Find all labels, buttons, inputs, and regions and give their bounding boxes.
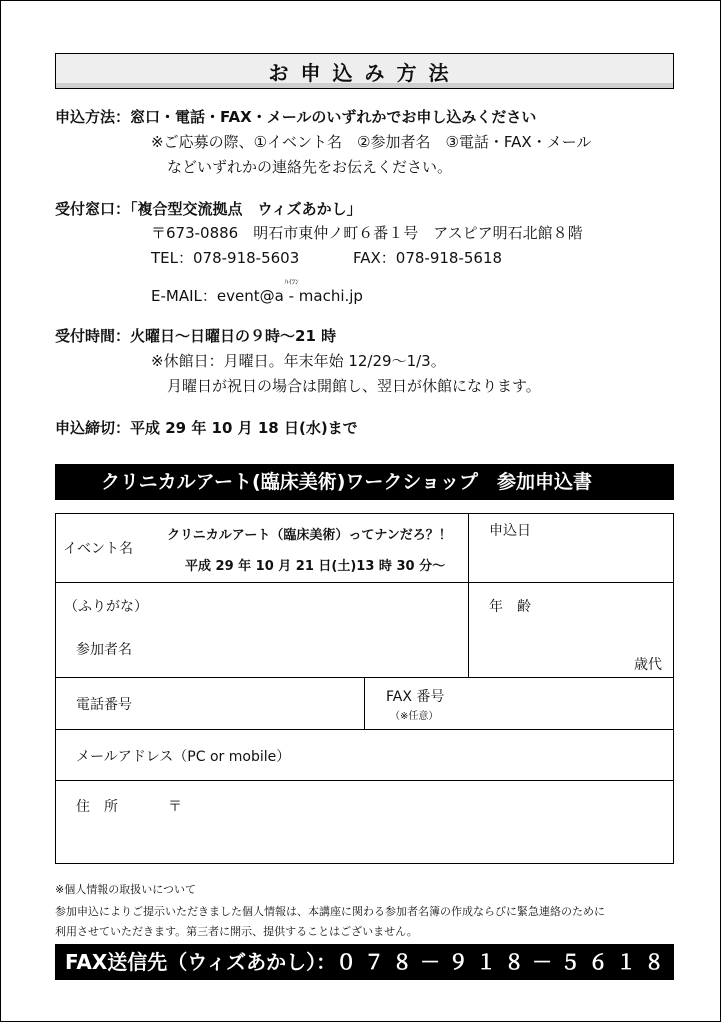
age-unit: 歳代	[634, 657, 662, 673]
privacy-line1: 参加申込によりご提示いただきました個人情報は、本講座に関わる参加者名簿の作成ならびに緊急連絡のために	[55, 905, 605, 918]
application-form	[55, 513, 674, 864]
hours-note2: 月曜日が祝日の場合は開館し、翌日が休館になります。	[167, 377, 541, 395]
postal-mark: 〒	[168, 799, 182, 815]
phone-field[interactable]	[166, 678, 362, 728]
fax-destination-label: FAX送信先（ウィズあかし）：	[65, 950, 337, 974]
counter-address: 〒673-0886 明石市東仲ノ町６番１号 アスピア明石北館８階	[151, 224, 583, 242]
apply-method-note2: などいずれかの連絡先をお伝えください。	[167, 158, 453, 176]
apply-method-label: 申込方法：	[55, 108, 131, 126]
email-field[interactable]	[296, 730, 672, 779]
fax-label: FAX 番号	[386, 689, 445, 705]
event-name: クリニカルアート（臨床美術）ってナンだろ？！	[167, 528, 452, 543]
phone-label: 電話番号	[76, 697, 132, 713]
fax-optional: （※任意）	[390, 711, 439, 722]
privacy-line2: 利用させていただきます。第三者に開示、提供することはございません。	[55, 925, 418, 938]
participant-name-label: 参加者名	[76, 642, 132, 658]
apply-date-label: 申込日	[489, 523, 531, 539]
age-label: 年 齢	[489, 599, 531, 615]
counter-label: 受付窓口：	[55, 200, 131, 218]
email-prefix: E-MAIL：event@a	[151, 287, 284, 305]
hours-value: 火曜日～日曜日の９時～21 時	[130, 327, 337, 345]
email-hyphen: -	[288, 287, 294, 305]
apply-date-field[interactable]	[469, 514, 673, 581]
furigana-label: （ふりがな）	[64, 599, 148, 615]
hours-row	[55, 326, 336, 346]
event-label: イベント名	[63, 541, 133, 557]
fax-field[interactable]	[476, 678, 672, 728]
hours-note1: ※休館日：月曜日。年末年始 12/29～1/3。	[151, 352, 446, 370]
deadline-row	[55, 418, 358, 438]
counter-value: 「複合型交流拠点 ウィズあかし」	[130, 200, 362, 218]
fax-destination-number: ０７８－９１８－５６１８	[336, 950, 673, 974]
apply-method-value: 窓口・電話・FAX・メールのいずれかでお申し込みください	[130, 108, 537, 126]
address-label: 住 所	[76, 799, 118, 815]
counter-fax: FAX：078-918-5618	[353, 249, 503, 267]
participant-name-field[interactable]	[176, 583, 466, 676]
age-field[interactable]	[469, 583, 629, 676]
event-date: 平成 29 年 10 月 21 日(土)13 時 30 分～	[185, 559, 446, 574]
counter-tel: TEL：078-918-5603	[151, 249, 300, 267]
email-hyphen-ruby: ﾊｲﾌﾝ	[284, 278, 299, 286]
page-heading: お申込み方法	[55, 53, 674, 89]
email-hyphen-wrap	[284, 278, 299, 306]
email-label: メールアドレス（PC or mobile）	[76, 749, 291, 765]
address-field[interactable]	[186, 781, 672, 863]
apply-method-row	[55, 107, 536, 127]
hours-label: 受付時間：	[55, 327, 131, 345]
form-divider	[364, 677, 365, 729]
privacy-title: ※個人情報の取扱いについて	[55, 883, 196, 896]
deadline-value: 平成 29 年 10 月 18 日(水)まで	[130, 419, 358, 437]
fax-destination-bar	[55, 944, 674, 980]
counter-email	[151, 278, 363, 306]
apply-method-note1: ※ご応募の際、①イベント名 ②参加者名 ③電話・FAX・メール	[151, 133, 592, 151]
form-title-bar: クリニカルアート(臨床美術)ワークショップ 参加申込書	[55, 464, 674, 500]
counter-row	[55, 199, 362, 219]
deadline-label: 申込締切：	[55, 419, 131, 437]
email-suffix: machi.jp	[294, 287, 363, 305]
